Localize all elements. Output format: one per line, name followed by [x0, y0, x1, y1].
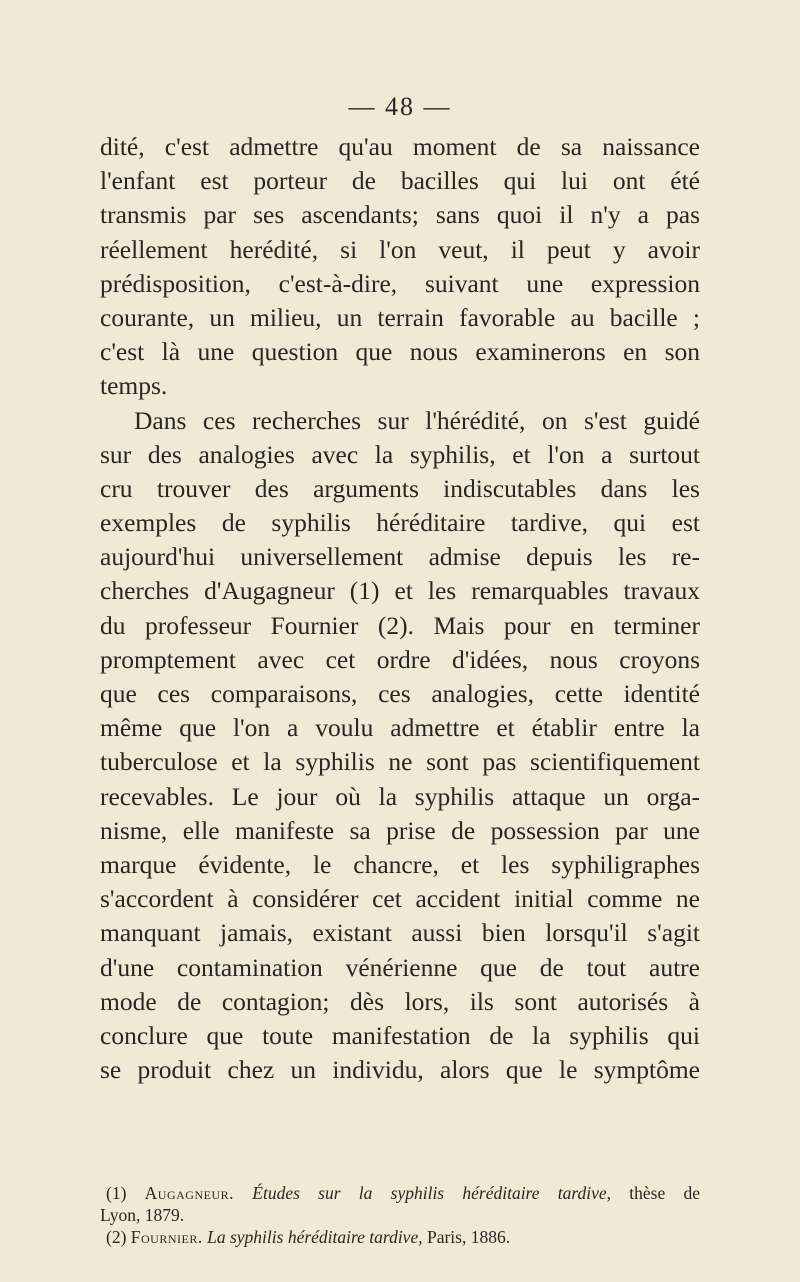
text-line: marque évidente, le chancre, et les syphiligraphes — [100, 849, 700, 879]
footnote-marker: (1) — [106, 1183, 127, 1203]
text-line: tuberculose et la syphilis ne sont pas scientifiquement — [100, 747, 700, 777]
text-line: promptement avec cet ordre d'idées, nous croyons — [100, 644, 700, 674]
body-text — [100, 130, 700, 1087]
text-line: aujourd'hui universellement admise depuis les re- — [100, 542, 700, 572]
text-line: recevables. Le jour où la syphilis attaque un orga- — [100, 781, 700, 811]
text-line: nisme, elle manifeste sa prise de possession par une — [100, 815, 700, 845]
text-line: dité, c'est admettre qu'au moment de sa naissance — [100, 132, 700, 161]
text-line: transmis par ses ascendants; sans quoi il n'y a pas — [100, 200, 700, 230]
footnote-marker: (2) — [106, 1227, 127, 1247]
text-line: même que l'on a voulu admettre et établir entre la — [100, 713, 700, 743]
text-line: c'est là une question que nous examinerons en son — [100, 337, 700, 367]
footnote-title: La syphilis héréditaire tardive, — [207, 1227, 423, 1247]
footnotes — [100, 1182, 700, 1248]
text-line: mode de contagion; dès lors, ils sont autorisés à — [100, 986, 700, 1016]
footnote-author: Fournier. — [130, 1227, 203, 1247]
text-line: que ces comparaisons, ces analogies, cette identité — [100, 679, 700, 708]
footnote-1-continuation: Lyon, 1879. — [100, 1205, 185, 1225]
text-line: du professeur Fournier (2). Mais pour en terminer — [100, 610, 700, 640]
text-line: s'accordent à considérer cet accident initial comme ne — [100, 884, 700, 914]
footnote-author: Augagneur. — [144, 1183, 235, 1203]
text-line: d'une contamination vénérienne que de tout autre — [100, 952, 700, 982]
text-line: cherches d'Augagneur (1) et les remarquables travaux — [100, 576, 700, 606]
text-line: sur des analogies avec la syphilis, et l'on a surtout — [100, 439, 700, 469]
text-line: courante, un milieu, un terrain favorable au bacille ; — [100, 302, 700, 332]
text-line: l'enfant est porteur de bacilles qui lui ont été — [100, 166, 700, 196]
footnote-rest: thèse de — [629, 1183, 701, 1203]
text-line: se produit chez un individu, alors que le symptôme — [100, 1055, 700, 1085]
text-line: cru trouver des arguments indiscutables dans les — [100, 473, 700, 503]
text-line: temps. — [100, 371, 168, 401]
footnote-rest: Paris, 1886. — [426, 1227, 511, 1247]
text-line: Dans ces recherches sur l'hérédité, on s'est guidé — [134, 405, 700, 435]
text-line: conclure que toute manifestation de la syphilis qui — [100, 1020, 700, 1050]
text-line: manquant jamais, existant aussi bien lorsqu'il s'agit — [100, 918, 700, 948]
text-line: prédisposition, c'est-à-dire, suivant une expression — [100, 268, 700, 298]
text-line: exemples de syphilis héréditaire tardive, qui est — [100, 508, 700, 538]
page-number: — 48 — — [348, 92, 452, 121]
text-line: réellement herédité, si l'on veut, il peut y avoir — [100, 234, 700, 264]
footnote-1 — [100, 1182, 700, 1204]
footnote-2 — [100, 1226, 700, 1248]
footnote-title: Études sur la syphilis héréditaire tardive, — [252, 1183, 612, 1203]
